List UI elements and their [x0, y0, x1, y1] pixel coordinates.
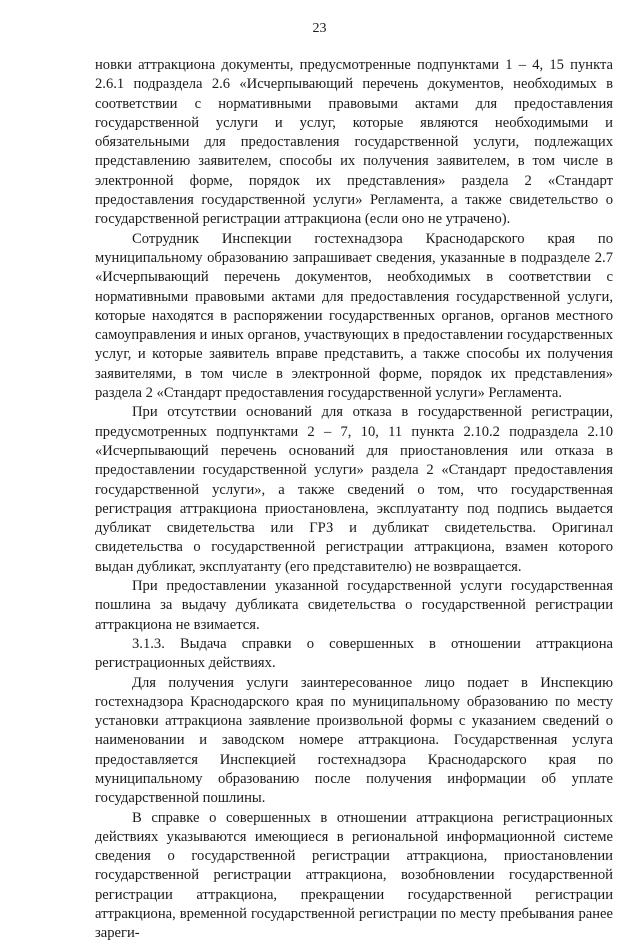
- paragraph-6: Для получения услуги заинтересованное лицо подает в Инспекцию гостехнадзора Краснодарского края по муниципальному образованию по месту установки аттракциона заявление произвольной формы с указанием сведений о наименовании и заводском номере аттракциона. Государственная услуга предоставляется Инспекцией гостехнадзора Краснодарского края по муниципальному образованию после получения информации об уплате государственной пошлины.: [95, 674, 613, 807]
- paragraph-2: Сотрудник Инспекции гостехнадзора Краснодарского края по муниципальному образованию запрашивает сведения, указанные в подразделе 2.7 «Исчерпывающий перечень документов, необходимых в соответствии с нормативными правовыми актами для предоставления государственной услуги, которые находятся в распоряжении государственных органов, органов местного самоуправления и иных органов, участвующих в предоставлении государственных услуг, и которые заявитель вправе представить, а также способы их получения заявителями, в том числе в электронной форме, порядок их представления» раздела 2 «Стандарт предоставления государственной услуги» Регламента.: [95, 230, 613, 402]
- paragraph-7: В справке о совершенных в отношении аттракциона регистрационных действиях указываются имеющиеся в региональной информационной системе сведения о государственной регистрации аттракциона, приостановлении государственной регистрации аттракциона, возобновлении государственной регистрации аттракциона, прекращении государственной регистрации аттракциона, временной государственной регистрации по месту пребывания ранее зареги-: [95, 809, 613, 942]
- paragraph-1: новки аттракциона документы, предусмотренные подпунктами 1 – 4, 15 пункта 2.6.1 подраздела 2.6 «Исчерпывающий перечень документов, необходимых в соответствии с нормативными правовыми актами для предоставления государственной услуги и услуг, которые являются необходимыми и обязательными для предоставления государственной услуги, подлежащих представлению заявителем, способы их получения заявителем, в том числе в электронной форме, порядок их представления» раздела 2 «Стандарт предоставления государственной услуги» Регламента, а также свидетельство о государственной регистрации аттракциона (если оно не утрачено).: [95, 57, 613, 228]
- page-number: 23: [312, 21, 327, 36]
- paragraph-3: При отсутствии оснований для отказа в государственной регистрации, предусмотренных подпунктами 2 – 7, 10, 11 пункта 2.10.2 подраздела 2.10 «Исчерпывающий перечень оснований для приостановления или отказа в предоставлении государственной услуги» раздела 2 «Стандарт предоставления государственной услуги», а также сведений о том, что государственная регистрация аттракциона приостановлена, эксплуатанту под подпись выдается дубликат свидетельства или ГРЗ и дубликат свидетельства. Оригинал свидетельства о государственной регистрации аттракциона, взамен которого выдан дубликат, эксплуатанту (его представителю) не возвращается.: [95, 404, 613, 575]
- document-body: [95, 56, 613, 944]
- paragraph-4: При предоставлении указанной государственной услуги государственная пошлина за выдачу дубликата свидетельства о государственной регистрации аттракциона не взимается.: [95, 578, 613, 633]
- section-heading-3-1-3: 3.1.3. Выдача справки о совершенных в отношении аттракциона регистрационных действиях.: [95, 635, 613, 672]
